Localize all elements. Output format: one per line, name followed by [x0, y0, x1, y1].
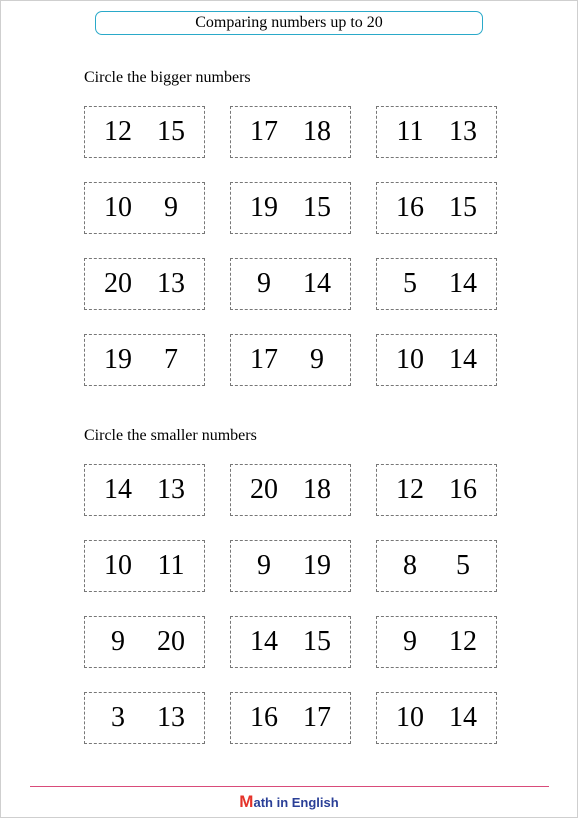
- number[interactable]: 13: [157, 268, 185, 299]
- instruction-smaller: Circle the smaller numbers: [84, 427, 257, 444]
- number-row: [84, 182, 497, 234]
- number[interactable]: 14: [449, 702, 477, 733]
- number[interactable]: 14: [250, 626, 278, 657]
- number-pair-box: [230, 106, 351, 158]
- number[interactable]: 12: [396, 474, 424, 505]
- number-pair-box: [84, 692, 205, 744]
- number[interactable]: 18: [303, 116, 331, 147]
- number[interactable]: 15: [303, 192, 331, 223]
- number-row: [84, 464, 497, 516]
- grid-smaller: [84, 464, 497, 768]
- number[interactable]: 14: [449, 268, 477, 299]
- number-pair-box: [230, 692, 351, 744]
- number[interactable]: 9: [310, 344, 324, 375]
- number-row: [84, 106, 497, 158]
- number-pair-box: [84, 182, 205, 234]
- number[interactable]: 10: [396, 702, 424, 733]
- number[interactable]: 9: [164, 192, 178, 223]
- number-row: [84, 540, 497, 592]
- number-row: [84, 616, 497, 668]
- number[interactable]: 18: [303, 474, 331, 505]
- number[interactable]: 17: [303, 702, 331, 733]
- number[interactable]: 14: [449, 344, 477, 375]
- number-row: [84, 258, 497, 310]
- number-pair-box: [376, 182, 497, 234]
- number[interactable]: 9: [257, 550, 271, 581]
- number-pair-box: [376, 334, 497, 386]
- number[interactable]: 20: [104, 268, 132, 299]
- number-pair-box: [84, 464, 205, 516]
- number[interactable]: 13: [449, 116, 477, 147]
- number[interactable]: 11: [157, 550, 185, 581]
- number[interactable]: 10: [104, 550, 132, 581]
- number[interactable]: 13: [157, 474, 185, 505]
- number-row: [84, 692, 497, 744]
- number[interactable]: 13: [157, 702, 185, 733]
- number[interactable]: 10: [396, 344, 424, 375]
- number[interactable]: 8: [403, 550, 417, 581]
- logo-text: ath in English: [253, 795, 339, 810]
- number[interactable]: 9: [111, 626, 125, 657]
- footer-logo: [0, 792, 578, 812]
- number[interactable]: 15: [157, 116, 185, 147]
- number-pair-box: [376, 692, 497, 744]
- number-pair-box: [376, 540, 497, 592]
- number[interactable]: 9: [403, 626, 417, 657]
- footer-divider: [30, 786, 549, 787]
- number-pair-box: [230, 540, 351, 592]
- number[interactable]: 16: [250, 702, 278, 733]
- number-pair-box: [230, 464, 351, 516]
- number-pair-box: [230, 258, 351, 310]
- number[interactable]: 15: [303, 626, 331, 657]
- number[interactable]: 16: [396, 192, 424, 223]
- number[interactable]: 11: [396, 116, 424, 147]
- number-pair-box: [230, 616, 351, 668]
- grid-bigger: [84, 106, 497, 410]
- number[interactable]: 15: [449, 192, 477, 223]
- number-pair-box: [84, 616, 205, 668]
- number-pair-box: [84, 540, 205, 592]
- number-pair-box: [84, 258, 205, 310]
- number[interactable]: 19: [104, 344, 132, 375]
- number[interactable]: 7: [164, 344, 178, 375]
- number-pair-box: [84, 106, 205, 158]
- number[interactable]: 5: [456, 550, 470, 581]
- number[interactable]: 10: [104, 192, 132, 223]
- number-pair-box: [376, 464, 497, 516]
- page-title: [95, 11, 483, 35]
- number[interactable]: 12: [104, 116, 132, 147]
- number-pair-box: [376, 106, 497, 158]
- number[interactable]: 9: [257, 268, 271, 299]
- number[interactable]: 17: [250, 344, 278, 375]
- number[interactable]: 5: [403, 268, 417, 299]
- number-pair-box: [376, 258, 497, 310]
- number-pair-box: [84, 334, 205, 386]
- number-pair-box: [230, 182, 351, 234]
- number-pair-box: [376, 616, 497, 668]
- number[interactable]: 3: [111, 702, 125, 733]
- logo-letter: M: [239, 792, 254, 811]
- number[interactable]: 14: [303, 268, 331, 299]
- number[interactable]: 19: [250, 192, 278, 223]
- number[interactable]: 16: [449, 474, 477, 505]
- number[interactable]: 20: [250, 474, 278, 505]
- number-pair-box: [230, 334, 351, 386]
- number-row: [84, 334, 497, 386]
- title-text: Comparing numbers up to 20: [195, 14, 383, 31]
- number[interactable]: 17: [250, 116, 278, 147]
- instruction-bigger: Circle the bigger numbers: [84, 69, 251, 86]
- number[interactable]: 20: [157, 626, 185, 657]
- number[interactable]: 19: [303, 550, 331, 581]
- number[interactable]: 14: [104, 474, 132, 505]
- number[interactable]: 12: [449, 626, 477, 657]
